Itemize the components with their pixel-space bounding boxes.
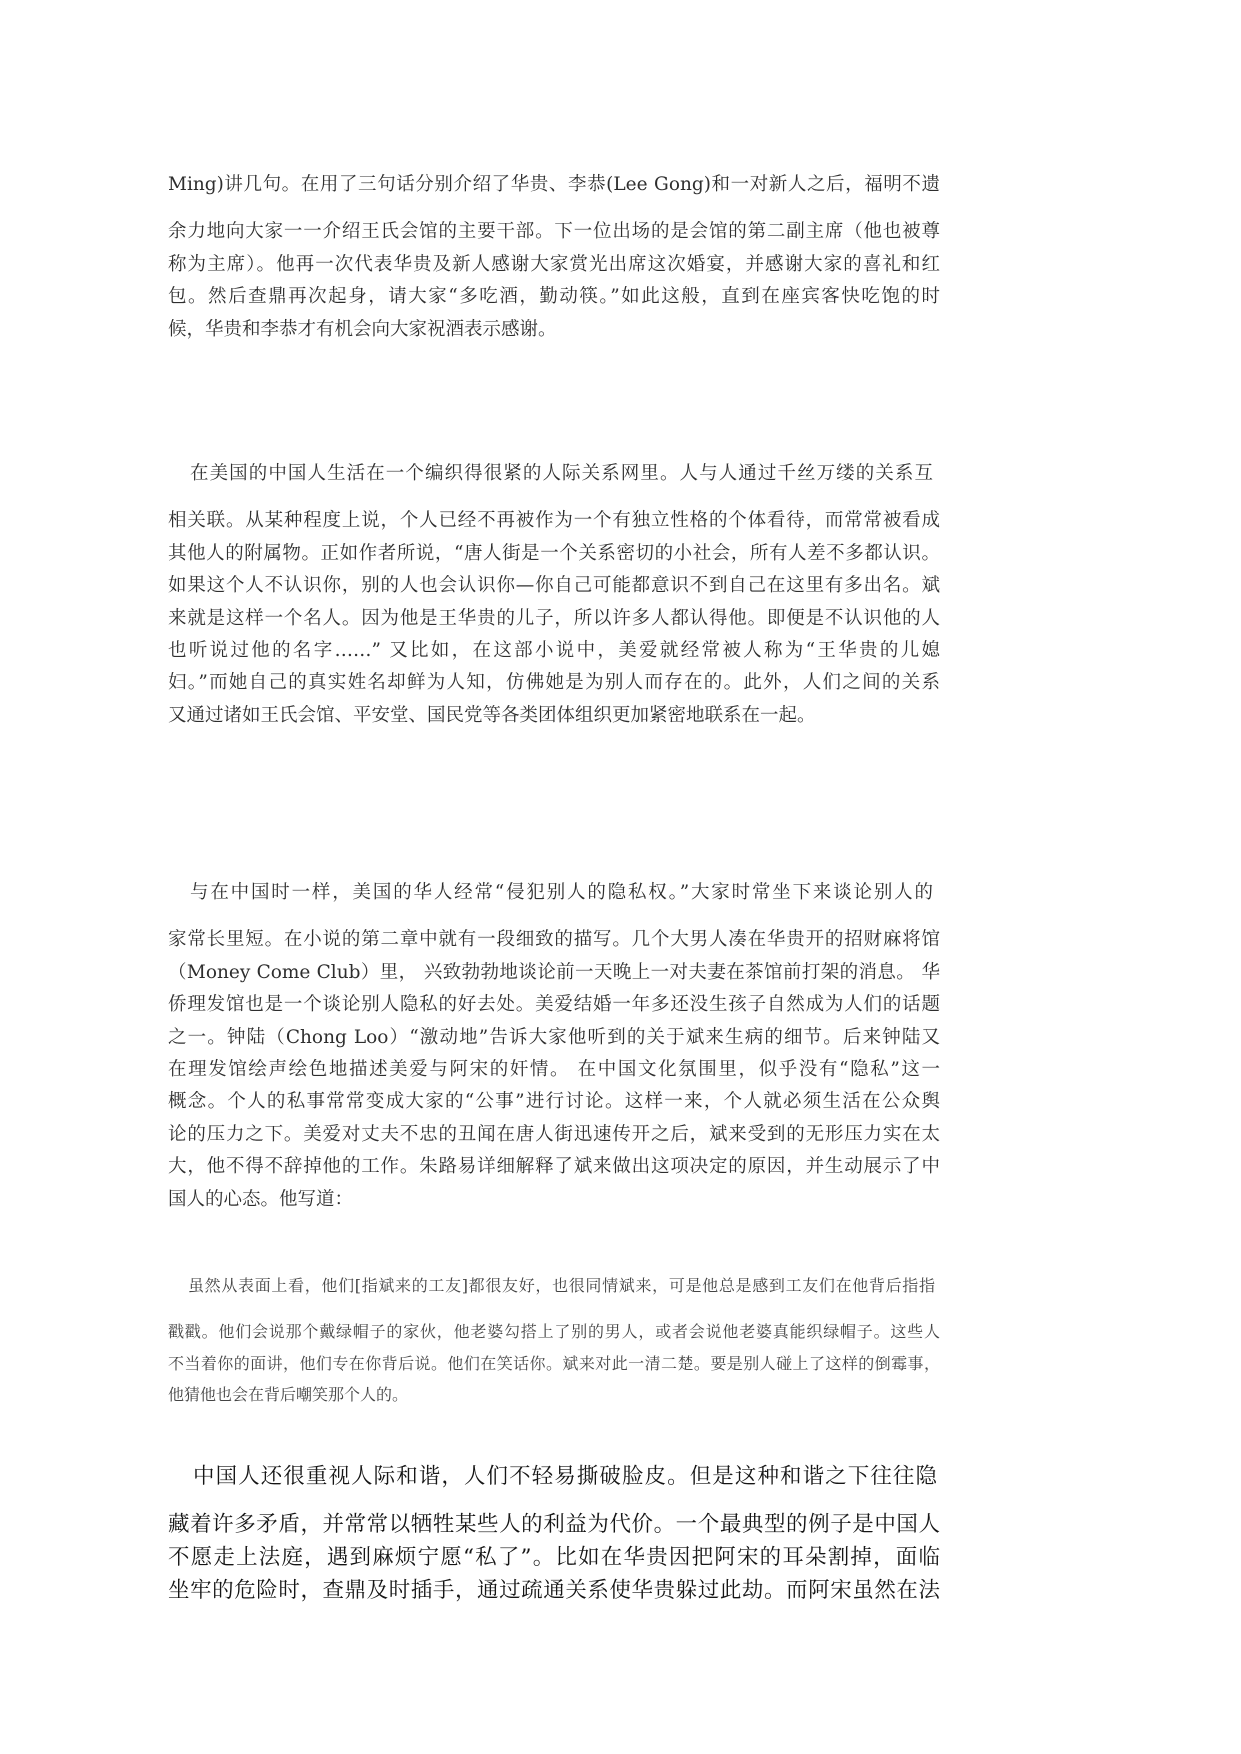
text-line: 论的压力之下。美爱对丈夫不忠的丑闻在唐人街迅速传开之后，斌来受到的无形压力实在太 <box>168 1123 940 1145</box>
text-line: 坐牢的危险时，查鼎及时插手，通过疏通关系使华贵躲过此劫。而阿宋虽然在法 <box>168 1578 940 1603</box>
text-line: 余力地向大家一一介绍王氏会馆的主要干部。下一位出场的是会馆的第二副主席（他也被尊 <box>168 221 940 243</box>
text-line: 称为主席）。他再一次代表华贵及新人感谢大家赏光出席这次婚宴，并感谢大家的喜礼和红 <box>168 253 940 275</box>
text-line: 来就是这样一个名人。因为他是王华贵的儿子，所以许多人都认得他。即便是不认识他的人 <box>168 607 940 629</box>
quote-line: 戳戳。他们会说那个戴绿帽子的家伙，他老婆勾搭上了别的男人，或者会说他老婆真能织绿帽子。这些人 <box>168 1322 940 1341</box>
text-line: 候，华贵和李恭才有机会向大家祝酒表示感谢。 <box>168 318 557 340</box>
text-line: 包。然后查鼎再次起身，请大家“多吃酒，勤动筷。”如此这般，直到在座宾客快吃饱的时 <box>168 286 940 308</box>
text-line: 家常长里短。在小说的第二章中就有一段细致的描写。几个大男人凑在华贵开的招财麻将馆 <box>168 929 940 951</box>
text-line: 大，他不得不辞掉他的工作。朱路易详细解释了斌来做出这项决定的原因，并生动展示了中 <box>168 1156 940 1178</box>
quote-line: 不当着你的面讲，他们专在你背后说。他们在笑话你。斌来对此一清二楚。要是别人碰上了这样的倒霉事， <box>168 1353 940 1373</box>
text-line: 妇。”而她自己的真实姓名却鲜为人知，仿佛她是为别人而存在的。此外，人们之间的关系 <box>168 672 940 694</box>
text-line: 概念。个人的私事常常变成大家的“公事”进行讨论。这样一来，个人就必须生活在公众舆 <box>168 1091 940 1113</box>
text-line: 之一。钟陆（Chong Loo）“激动地”告诉大家他听到的关于斌来生病的细节。后来钟陆又 <box>168 1026 940 1048</box>
block-quote <box>168 1270 940 1411</box>
body-paragraph <box>168 169 940 346</box>
text-line: 国人的心态。他写道： <box>168 1188 354 1210</box>
text-line: 与在中国时一样，美国的华人经常“侵犯别人的隐私权。”大家时常坐下来谈论别人的 <box>190 882 933 903</box>
closing-paragraph <box>168 1460 940 1607</box>
text-line: 中国人还很重视人际和谐，人们不轻易撕破脸皮。但是这种和谐之下往往隐 <box>193 1464 937 1489</box>
text-line: 其他人的附属物。正如作者所说，“唐人街是一个关系密切的小社会，所有人差不多都认识。 <box>168 542 940 564</box>
text-line: 在美国的中国人生活在一个编织得很紧的人际关系网里。人与人通过千丝万缕的关系互 <box>190 463 933 484</box>
text-line: 如果这个人不认识你，别的人也会认识你—你自己可能都意识不到自己在这里有多出名。斌 <box>168 575 940 597</box>
text-line: 在理发馆绘声绘色地描述美爱与阿宋的奸情。 在中国文化氛围里，似乎没有“隐私”这一 <box>168 1058 940 1080</box>
quote-line: 虽然从表面上看，他们[指斌来的工友]都很友好，也很同情斌来，可是他总是感到工友们在他背后指指 <box>188 1276 935 1295</box>
text-line: 不愿走上法庭，遇到麻烦宁愿“私了”。比如在华贵因把阿宋的耳朵割掉，面临 <box>168 1545 940 1570</box>
text-line: （Money Come Club）里， 兴致勃勃地谈论前一天晚上一对夫妻在茶馆前打架的消息。 华 <box>168 961 940 983</box>
text-line: 相关联。从某种程度上说，个人已经不再被作为一个有独立性格的个体看待，而常常被看成 <box>168 510 940 532</box>
text-line: 又通过诸如王氏会馆、平安堂、国民党等各类团体组织更加紧密地联系在一起。 <box>168 704 816 726</box>
body-paragraph <box>168 877 940 1216</box>
text-line: 侨理发馆也是一个谈论别人隐私的好去处。美爱结婚一年多还没生孩子自然成为人们的话题 <box>168 994 940 1016</box>
quote-line: 他猜他也会在背后嘲笑那个人的。 <box>168 1385 409 1404</box>
text-line: Ming)讲几句。在用了三句话分别介绍了华贵、李恭(Lee Gong)和一对新人之后，福明不遗 <box>168 174 940 195</box>
text-line: 藏着许多矛盾，并常常以牺牲某些人的利益为代价。一个最典型的例子是中国人 <box>168 1512 940 1537</box>
body-paragraph <box>168 458 940 732</box>
text-line: 也听说过他的名字……” 又比如，在这部小说中，美爱就经常被人称为“王华贵的儿媳 <box>168 639 940 661</box>
